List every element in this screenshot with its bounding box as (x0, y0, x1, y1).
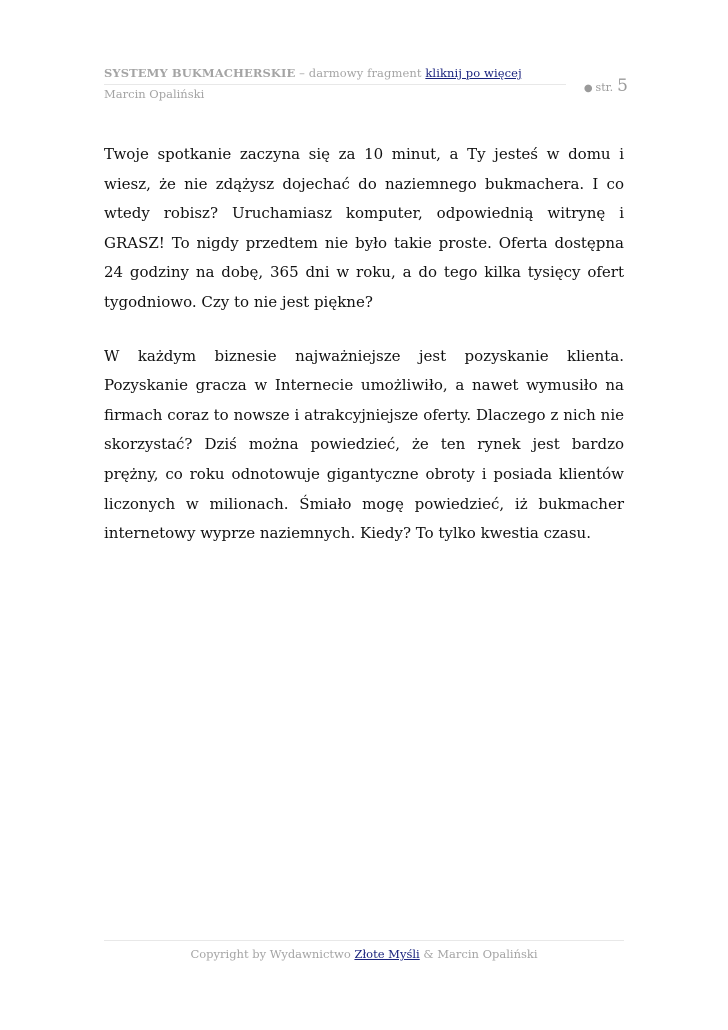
page-footer (104, 947, 624, 961)
copyright-prefix: Copyright by Wydawnictwo (190, 947, 355, 961)
fragment-text: darmowy fragment (308, 66, 426, 80)
header-title-line (104, 66, 522, 80)
page-content (104, 140, 624, 573)
header-divider (104, 84, 566, 85)
more-link[interactable]: kliknij po więcej (425, 66, 522, 80)
header-author: Marcin Opaliński (104, 87, 205, 101)
page-header (104, 66, 628, 106)
publisher-link[interactable]: Złote Myśli (354, 947, 420, 961)
book-title: SYSTEMY BUKMACHERSKIE (104, 66, 296, 80)
copyright-suffix: & Marcin Opaliński (419, 947, 538, 961)
paragraph-2: W każdym biznesie najważniejsze jest pozyskanie klienta. Pozyskanie gracza w Internecie umożliwiło, a nawet wymusiło na firmach coraz to nowsze i atrakcyjniejsze oferty. Dlaczego z nich nie skorzystać? Dziś można powiedzieć, że ten rynek jest bardzo prężny, co roku odnotowuje gigantyczne obroty i posiada klientów liczonych w milionach. Śmiało mogę powiedzieć, iż bukmacher internetowy wyprze naziemnych. Kiedy? To tylko kwestia czasu. (104, 346, 624, 543)
page-label: str. (595, 81, 614, 94)
page-number (584, 76, 628, 96)
bullet-icon: ● (583, 83, 593, 94)
paragraph-1: Twoje spotkanie zaczyna się za 10 minut, a Ty jesteś w domu i wiesz, że nie zdążysz dojechać do naziemnego bukmachera. I co wtedy robisz? Uruchamiasz komputer, odpowiednią witrynę i GRASZ! To nigdy przedtem nie było takie proste. Oferta dostępna 24 godziny na dobę, 365 dni w roku, a do tego kilka tysięcy ofert tygodniowo. Czy to nie jest piękne? (104, 145, 624, 311)
footer-divider (104, 940, 624, 941)
header-separator: – (295, 66, 309, 80)
page-number-value: 5 (617, 76, 628, 96)
